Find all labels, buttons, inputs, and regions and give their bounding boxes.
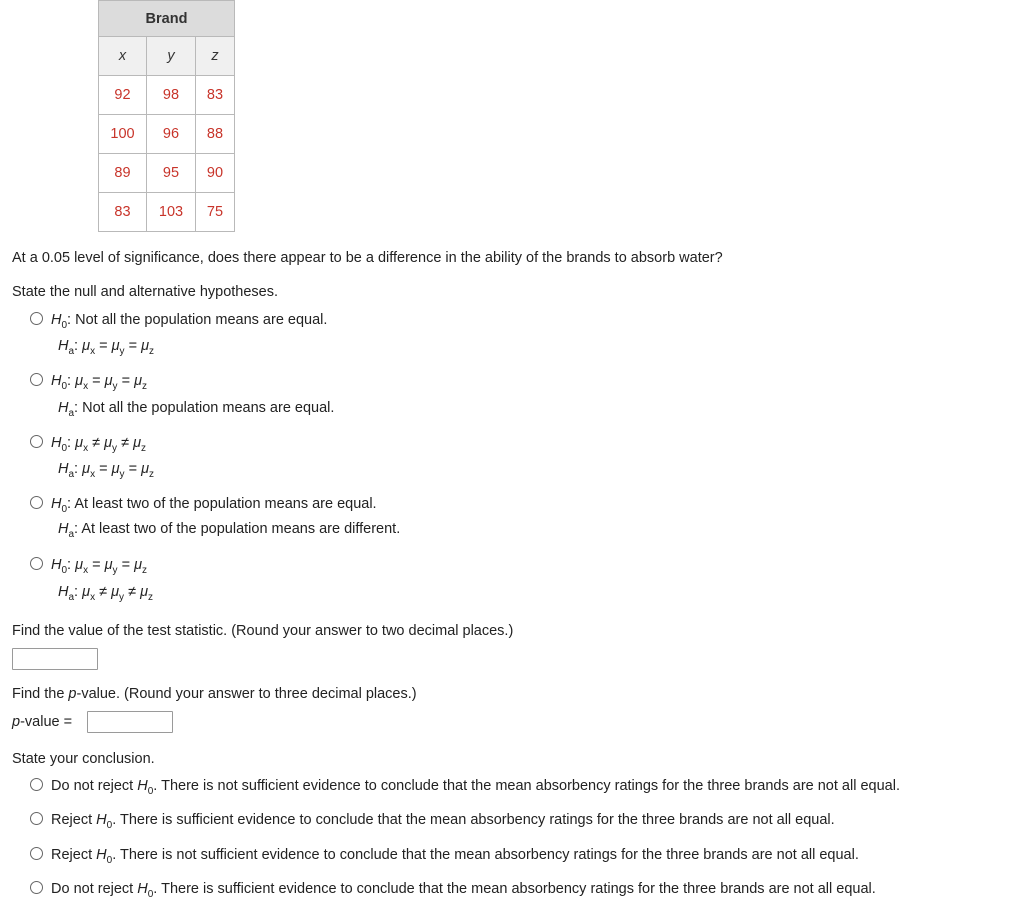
table-cell: 90 xyxy=(196,154,235,193)
hypothesis-option-c[interactable]: $H_0$: $\mu_x \ne \mu_y \ne \mu_z$ xyxy=(30,435,146,451)
p-value-prompt: Find the p-value. (Round your answer to three decimal places.) xyxy=(12,686,417,702)
table-cell: 96 xyxy=(147,115,196,154)
hypotheses-prompt: State the null and alternative hypotheses. xyxy=(12,284,279,300)
radio-button[interactable] xyxy=(30,373,43,386)
table-cell: 92 xyxy=(99,76,147,115)
question-text: At a 0.05 level of significance, does there appear to be a difference in the ability of the brands to absorb water? xyxy=(12,250,723,266)
conclusion-prompt: State your conclusion. xyxy=(12,751,155,767)
table-cell: 98 xyxy=(147,76,196,115)
hypothesis-option-a[interactable]: $H_0$: Not all the population means are equal. xyxy=(30,312,327,328)
conclusion-option-4[interactable]: Do not reject $H_0$. There is sufficient evidence to conclude that the mean absorbency ratings for the three brands are not all equal. xyxy=(30,881,876,897)
radio-button[interactable] xyxy=(30,312,43,325)
hypothesis-option-d-ha: $H_a$: At least two of the population means are different. xyxy=(58,521,401,540)
table-cell: 83 xyxy=(99,193,147,232)
radio-button[interactable] xyxy=(30,778,43,791)
radio-button[interactable] xyxy=(30,812,43,825)
table-cell: 75 xyxy=(196,193,235,232)
table-cell: 103 xyxy=(147,193,196,232)
table-cell: 83 xyxy=(196,76,235,115)
table-row xyxy=(99,193,235,232)
p-value-label: p-value = xyxy=(12,714,73,730)
col-header-x: x xyxy=(99,37,147,76)
radio-button[interactable] xyxy=(30,435,43,448)
radio-button[interactable] xyxy=(30,847,43,860)
hypothesis-option-c-ha: $H_a$: $\mu_x = \mu_y = \mu_z$ xyxy=(58,461,155,480)
hypothesis-option-d[interactable]: $H_0$: At least two of the population means are equal. xyxy=(30,496,377,512)
hypothesis-option-a-ha: $H_a$: $\mu_x = \mu_y = \mu_z$ xyxy=(58,338,155,357)
conclusion-option-1[interactable]: Do not reject $H_0$. There is not sufficient evidence to conclude that the mean absorbency ratings for the three brands are not all equal. xyxy=(30,778,900,794)
radio-button[interactable] xyxy=(30,881,43,894)
hypothesis-option-e-ha: $H_a$: $\mu_x \ne \mu_y \ne \mu_z$ xyxy=(58,584,154,603)
hypothesis-option-b-ha: $H_a$: Not all the population means are equal. xyxy=(58,400,335,419)
table-header-brand: Brand xyxy=(99,1,235,37)
table-cell: 89 xyxy=(99,154,147,193)
test-statistic-prompt: Find the value of the test statistic. (Round your answer to two decimal places.) xyxy=(12,623,514,639)
table-row xyxy=(99,76,235,115)
conclusion-option-2[interactable]: Reject $H_0$. There is sufficient evidence to conclude that the mean absorbency ratings for the three brands are not all equal. xyxy=(30,812,835,828)
col-header-y: y xyxy=(147,37,196,76)
conclusion-option-3[interactable]: Reject $H_0$. There is not sufficient evidence to conclude that the mean absorbency ratings for the three brands are not all equal. xyxy=(30,847,859,863)
table-row xyxy=(99,154,235,193)
table-cell: 100 xyxy=(99,115,147,154)
radio-button[interactable] xyxy=(30,496,43,509)
table-cell: 95 xyxy=(147,154,196,193)
radio-button[interactable] xyxy=(30,557,43,570)
hypothesis-option-b[interactable]: $H_0$: $\mu_x = \mu_y = \mu_z$ xyxy=(30,373,147,389)
col-header-z: z xyxy=(196,37,235,76)
table-cell: 88 xyxy=(196,115,235,154)
table-row xyxy=(99,115,235,154)
p-value-input[interactable] xyxy=(87,711,173,733)
brand-table xyxy=(98,0,235,232)
hypothesis-option-e[interactable]: $H_0$: $\mu_x = \mu_y = \mu_z$ xyxy=(30,557,147,573)
test-statistic-input[interactable] xyxy=(12,648,98,670)
